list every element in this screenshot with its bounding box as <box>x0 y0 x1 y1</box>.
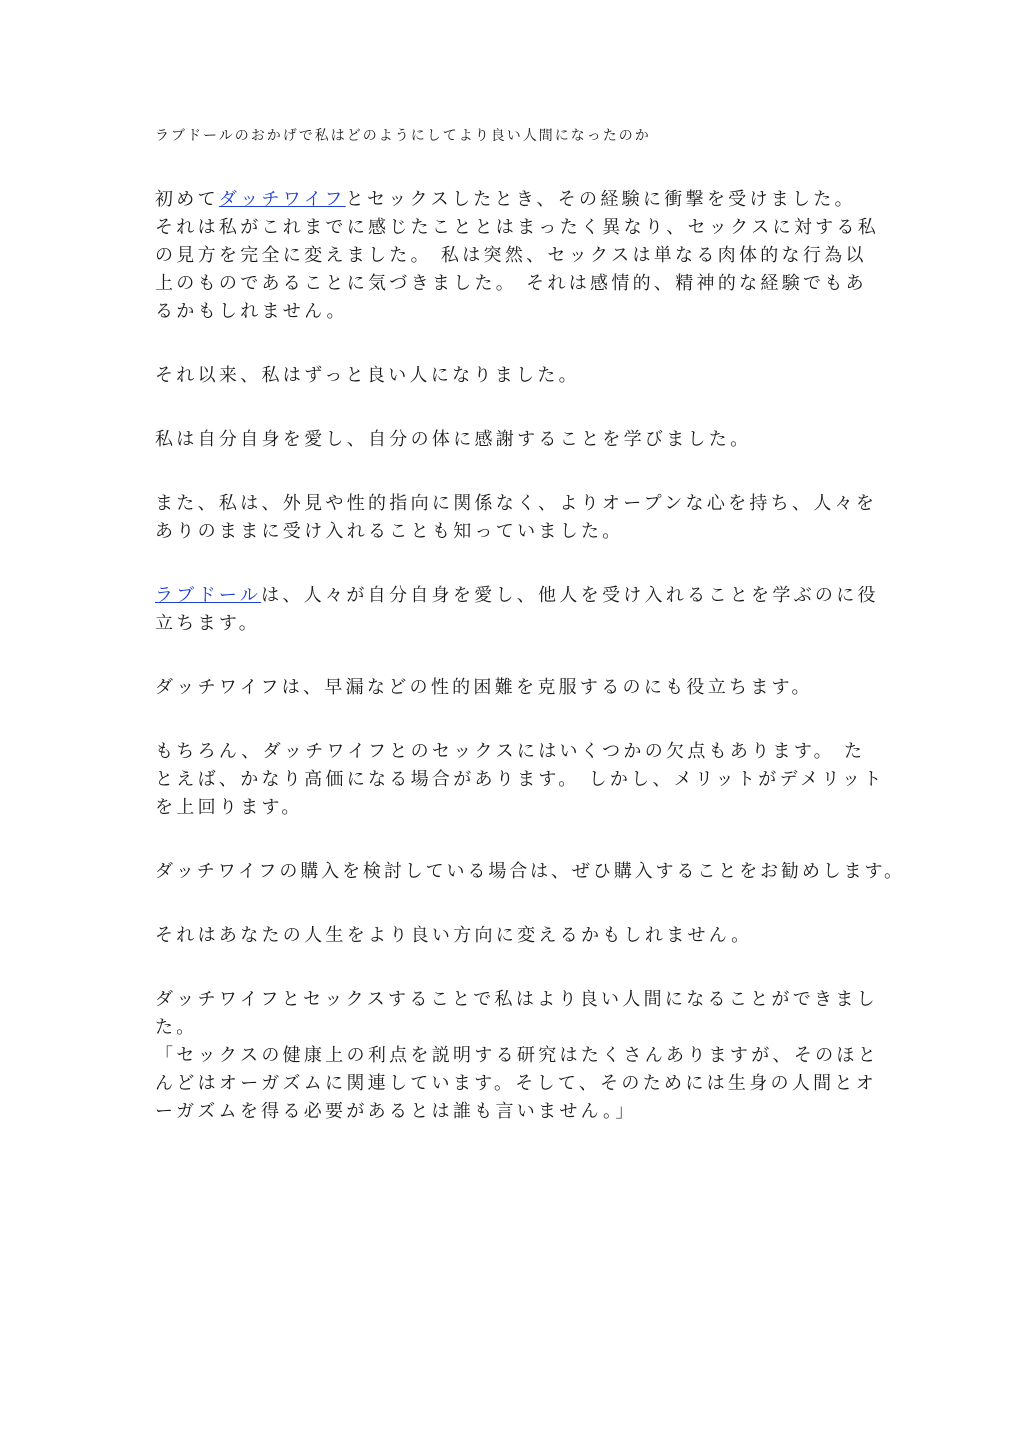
document-page <box>155 122 905 1162</box>
love-doll-link[interactable]: ラブドール <box>155 585 262 606</box>
paragraph-text: は、人々が自分自身を愛し、他人を受け入れることを学ぶのに役立ちます。 <box>155 585 879 634</box>
paragraph-recommendation: ダッチワイフの購入を検討している場合は、ぜひ購入することをお勧めします。 <box>155 861 905 882</box>
paragraph-text: とセックスしたとき、その経験に衝撃を受けました。 それは私がこれまでに感じたこととはまったく異なり、セックスに対する私の見方を完全に変えました。 私は突然、セックスは単なる肉体的な行為以上のものであることに気づきました。 それは感情的、精神的な経験でもあるかもしれません。 <box>155 189 880 322</box>
paragraph-conclusion: ダッチワイフとセックスすることで私はより良い人間になることができました。 <box>155 989 878 1038</box>
paragraph-love-doll <box>155 582 885 638</box>
document-title: ラブドールのおかげで私はどのようにしてより良い人間になったのか <box>155 128 651 144</box>
paragraph-self-love: 私は自分自身を愛し、自分の体に感謝することを学びました。 <box>155 429 752 450</box>
paragraph-sexual-difficulties: ダッチワイフは、早漏などの性的困難を克服するのにも役立ちます。 <box>155 677 813 698</box>
paragraph-quote: 「セックスの健康上の利点を説明する研究はたくさんありますが、そのほとんどはオーガズムに関連しています。そして、そのためには生身の人間とオーガズムを得る必要があるとは誰も言いません。」 <box>155 1045 880 1122</box>
paragraph-open-mind: また、私は、外見や性的指向に関係なく、よりオープンな心を持ち、人々をありのままに受け入れることも知っていました。 <box>155 493 878 542</box>
paragraph-text: 初めて <box>155 189 219 210</box>
paragraph-change-life: それはあなたの人生をより良い方向に変えるかもしれません。 <box>155 925 753 946</box>
paragraph-better-person: それ以来、私はずっと良い人になりました。 <box>155 365 580 386</box>
paragraph-first-experience <box>155 186 885 326</box>
dutch-wife-link[interactable]: ダッチワイフ <box>218 189 346 210</box>
paragraph-drawbacks: もちろん、ダッチワイフとのセックスにはいくつかの欠点もあります。 たとえば、かなり高価になる場合があります。 しかし、メリットがデメリットを上回ります。 <box>155 741 885 818</box>
